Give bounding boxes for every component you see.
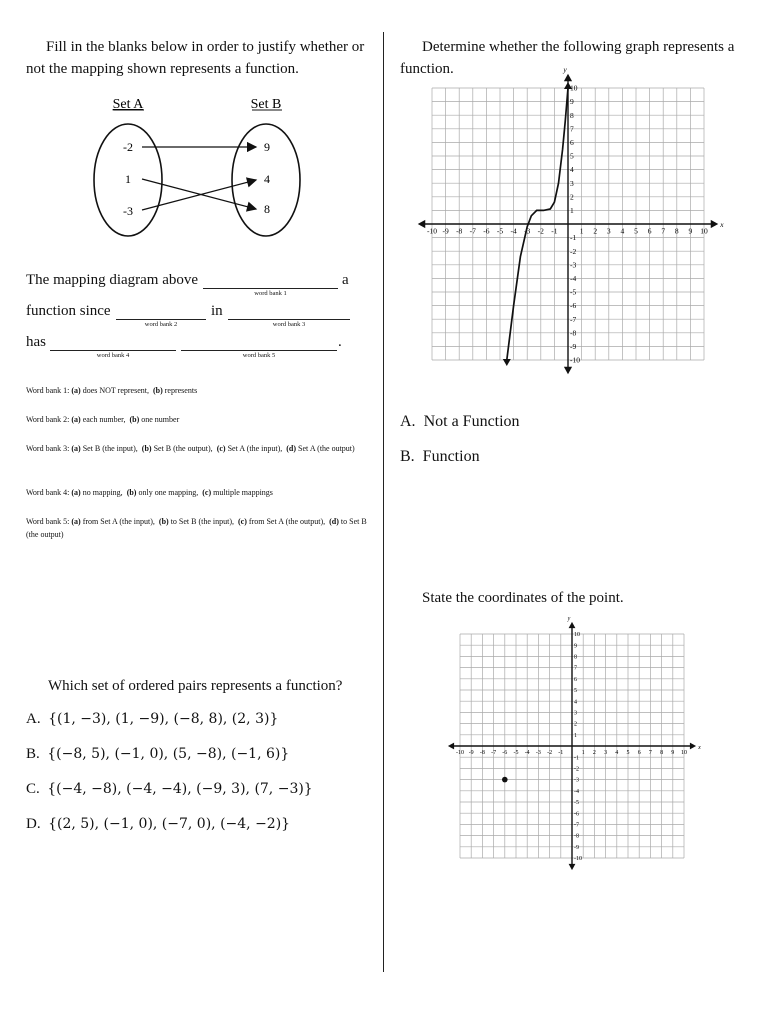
- choice-set: {(−4, −8), (−4, −4), (−9, 3), (7, −3)}: [47, 781, 313, 797]
- option-letter: (c): [202, 488, 212, 497]
- y-tick-label: 7: [574, 665, 577, 672]
- x-tick-label: -9: [468, 750, 474, 756]
- fill-line2-in: in: [211, 303, 223, 319]
- choice-letter: A.: [26, 711, 41, 727]
- x-tick-label: -7: [491, 750, 497, 756]
- choice-letter: C.: [26, 781, 40, 797]
- y-tick-label: -8: [574, 833, 579, 840]
- option-letter: (a): [71, 444, 81, 453]
- word-bank-5: [26, 515, 371, 541]
- x-tick-label: -2: [537, 226, 544, 236]
- graph-choice-a[interactable]: [400, 413, 520, 431]
- word-bank-1-label: word bank 1: [254, 290, 287, 297]
- y-axis-arrow: [564, 74, 572, 81]
- x-tick-label: -8: [479, 750, 485, 756]
- option-letter: (a): [71, 415, 81, 424]
- y-tick-label: 2: [570, 192, 574, 202]
- choice-a[interactable]: [26, 711, 278, 728]
- word-bank-2: [26, 413, 371, 426]
- choice-text: Not a Function: [423, 413, 520, 430]
- word-bank-4-label: word bank 4: [96, 352, 130, 359]
- choice-letter: B.: [400, 448, 415, 465]
- x-tick-label: 3: [604, 750, 608, 756]
- x-tick-label: 4: [620, 226, 625, 236]
- y-tick-label: 3: [570, 178, 574, 188]
- y-tick-label: -6: [574, 811, 579, 818]
- y-tick-label: -9: [574, 844, 579, 851]
- x-axis-arrow: [448, 743, 454, 750]
- x-tick-label: 6: [647, 226, 652, 236]
- choice-b[interactable]: [26, 746, 289, 763]
- column-divider: [383, 32, 384, 972]
- choice-letter: B.: [26, 746, 40, 762]
- set-a-element: 1: [125, 172, 131, 186]
- word-bank-3-label: word bank 3: [272, 321, 306, 328]
- option-letter: (d): [329, 517, 339, 526]
- option-letter: (d): [286, 444, 297, 453]
- option-letter: (b): [126, 488, 137, 497]
- plotted-point: [502, 777, 508, 783]
- y-tick-label: 8: [574, 654, 577, 661]
- blank-word-bank-4[interactable]: [50, 350, 176, 351]
- x-tick-label: 7: [648, 750, 652, 756]
- x-axis-arrow: [690, 743, 696, 750]
- choice-set: {(−8, 5), (−1, 0), (5, −8), (−1, 6)}: [47, 746, 290, 762]
- x-tick-label: 8: [674, 226, 679, 236]
- choice-text: Function: [422, 448, 480, 465]
- fill-line2-text: function since: [26, 303, 111, 319]
- x-tick-label: -4: [524, 750, 530, 756]
- y-tick-label: -2: [570, 246, 577, 256]
- x-tick-label: 1: [579, 226, 584, 236]
- fill-line3-text: has: [26, 334, 46, 350]
- word-bank-2-label: word bank 2: [144, 321, 178, 328]
- blank-word-bank-1[interactable]: [203, 288, 338, 289]
- option-text: Set B (the output),: [153, 444, 213, 453]
- option-text: no mapping,: [82, 488, 123, 497]
- y-axis-arrow: [569, 864, 576, 870]
- y-tick-label: -10: [574, 856, 582, 863]
- y-tick-label: -10: [570, 355, 580, 365]
- y-tick-label: -2: [574, 766, 579, 773]
- option-text: from Set A (the input),: [82, 517, 155, 526]
- y-tick-label: 1: [570, 206, 574, 216]
- word-bank-4: [26, 486, 371, 499]
- set-a-element: -2: [123, 140, 133, 154]
- option-text: does NOT represent,: [82, 386, 149, 395]
- y-tick-label: -1: [570, 233, 577, 243]
- option-text: multiple mappings: [213, 488, 273, 497]
- option-text: Set A (the input),: [227, 444, 283, 453]
- y-axis-arrow: [569, 622, 576, 628]
- fill-line1-text: The mapping diagram above: [26, 272, 199, 288]
- option-text: to Set B (the output): [26, 517, 367, 539]
- x-tick-label: 3: [606, 226, 611, 236]
- y-tick-label: 9: [570, 97, 574, 107]
- y-tick-label: -6: [570, 301, 577, 311]
- graph-prompt: Determine whether the following graph represents a function.: [400, 39, 735, 77]
- option-letter: (b): [152, 386, 163, 395]
- set-b-element: 9: [264, 140, 270, 154]
- y-tick-label: -3: [570, 260, 577, 270]
- graph-choice-b[interactable]: [400, 448, 480, 466]
- y-tick-label: 6: [570, 138, 574, 148]
- set-b-element: 8: [264, 202, 270, 216]
- x-tick-label: 6: [637, 750, 641, 756]
- x-tick-label: -10: [456, 750, 464, 756]
- x-tick-label: 2: [593, 226, 598, 236]
- x-axis-arrow: [418, 220, 425, 228]
- choice-set: {(2, 5), (−1, 0), (−7, 0), (−4, −2)}: [48, 816, 291, 832]
- function-graph: [416, 62, 732, 382]
- x-tick-label: 9: [671, 750, 675, 756]
- y-tick-label: 2: [574, 721, 577, 728]
- choice-letter: D.: [26, 816, 41, 832]
- fill-line1-end: a: [342, 272, 349, 288]
- word-bank-title: Word bank 3:: [26, 444, 70, 453]
- x-tick-label: -5: [513, 750, 519, 756]
- option-letter: (a): [71, 517, 81, 526]
- x-tick-label: 9: [688, 226, 693, 236]
- option-text: from Set A (the output),: [248, 517, 326, 526]
- x-tick-label: -8: [456, 226, 463, 236]
- x-tick-label: -1: [551, 226, 558, 236]
- x-axis-arrow: [711, 220, 718, 228]
- x-tick-label: 10: [700, 226, 708, 236]
- y-tick-label: -8: [570, 328, 577, 338]
- y-axis-label: y: [567, 615, 571, 622]
- y-tick-label: 10: [570, 83, 578, 93]
- x-tick-label: -6: [502, 750, 508, 756]
- option-letter: (a): [71, 386, 81, 395]
- x-tick-label: 8: [660, 750, 664, 756]
- y-tick-label: -4: [570, 274, 577, 284]
- option-letter: (a): [71, 488, 81, 497]
- option-text: only one mapping,: [138, 488, 199, 497]
- x-tick-label: -3: [524, 226, 531, 236]
- option-letter: (b): [141, 444, 152, 453]
- y-axis-label: y: [563, 64, 567, 74]
- x-tick-label: 2: [592, 750, 596, 756]
- x-tick-label: -9: [442, 226, 449, 236]
- word-bank-title: Word bank 4:: [26, 488, 70, 497]
- x-axis-label: x: [720, 220, 724, 229]
- word-bank-title: Word bank 2:: [26, 415, 70, 424]
- y-tick-label: -7: [570, 314, 577, 324]
- option-letter: (b): [129, 415, 140, 424]
- mapping-diagram: [80, 88, 320, 248]
- ordered-pairs-prompt: Which set of ordered pairs represents a function?: [48, 678, 343, 694]
- y-tick-label: 9: [574, 643, 577, 650]
- y-tick-label: -9: [570, 342, 577, 352]
- x-tick-label: -1: [558, 750, 564, 756]
- option-text: Set B (the input),: [82, 444, 138, 453]
- y-tick-label: -4: [574, 788, 579, 795]
- option-text: to Set B (the input),: [170, 517, 235, 526]
- x-tick-label: -5: [496, 226, 504, 236]
- choice-set: {(1, −3), (1, −9), (−8, 8), (2, 3)}: [48, 711, 279, 727]
- word-bank-title: Word bank 5:: [26, 517, 70, 526]
- y-tick-label: 4: [574, 699, 577, 706]
- set-a-label: Set A: [112, 97, 144, 112]
- word-bank-title: Word bank 1:: [26, 386, 70, 395]
- mapping-arrow: [142, 180, 256, 210]
- y-tick-label: 7: [570, 124, 574, 134]
- x-tick-label: 7: [661, 226, 666, 236]
- point-graph: [450, 612, 701, 874]
- y-tick-label: 1: [574, 732, 577, 739]
- option-text: Set A (the output): [298, 444, 355, 453]
- word-bank-1: [26, 384, 371, 397]
- x-tick-label: 10: [681, 750, 687, 756]
- mapping-prompt: Fill in the blanks below in order to justify whether or not the mapping shown represents a function.: [26, 39, 365, 77]
- y-tick-label: 6: [574, 676, 577, 683]
- set-a-element: -3: [123, 204, 133, 218]
- point-prompt: State the coordinates of the point.: [422, 590, 624, 606]
- option-letter: (c): [238, 517, 247, 526]
- y-tick-label: 5: [570, 151, 574, 161]
- y-tick-label: -7: [574, 822, 579, 829]
- y-tick-label: 8: [570, 110, 574, 120]
- y-tick-label: -5: [570, 287, 577, 297]
- set-b-label: Set B: [250, 97, 282, 112]
- x-tick-label: -2: [547, 750, 553, 756]
- x-tick-label: 1: [581, 750, 585, 756]
- x-tick-label: -7: [469, 226, 476, 236]
- y-tick-label: 4: [570, 165, 574, 175]
- option-text: each number,: [82, 415, 126, 424]
- y-tick-label: -1: [574, 755, 579, 762]
- blank-word-bank-2[interactable]: [116, 319, 206, 320]
- y-axis-arrow: [564, 367, 572, 374]
- y-tick-label: -5: [574, 800, 579, 807]
- option-letter: (c): [216, 444, 226, 453]
- x-tick-label: 5: [626, 750, 630, 756]
- y-tick-label: 5: [574, 688, 577, 695]
- choice-c[interactable]: [26, 781, 313, 798]
- option-text: represents: [164, 386, 198, 395]
- x-tick-label: -6: [483, 226, 490, 236]
- option-text: one number: [141, 415, 180, 424]
- option-letter: (b): [158, 517, 169, 526]
- word-bank-3: [26, 442, 371, 455]
- choice-d[interactable]: [26, 816, 290, 833]
- x-tick-label: -3: [535, 750, 541, 756]
- blank-word-bank-5[interactable]: [181, 350, 337, 351]
- x-tick-label: 5: [634, 226, 638, 236]
- x-tick-label: 4: [615, 750, 619, 756]
- word-bank-5-label: word bank 5: [242, 352, 276, 359]
- curve-arrow: [503, 359, 511, 366]
- x-axis-label: x: [698, 745, 701, 751]
- y-tick-label: -3: [574, 777, 579, 784]
- set-b-element: 4: [264, 172, 270, 186]
- fill-line3-end: .: [338, 334, 342, 350]
- x-tick-label: -4: [510, 226, 517, 236]
- blank-word-bank-3[interactable]: [228, 319, 350, 320]
- x-tick-label: -10: [427, 226, 437, 236]
- choice-letter: A.: [400, 413, 416, 430]
- y-tick-label: 3: [574, 710, 577, 717]
- y-tick-label: 10: [574, 632, 580, 639]
